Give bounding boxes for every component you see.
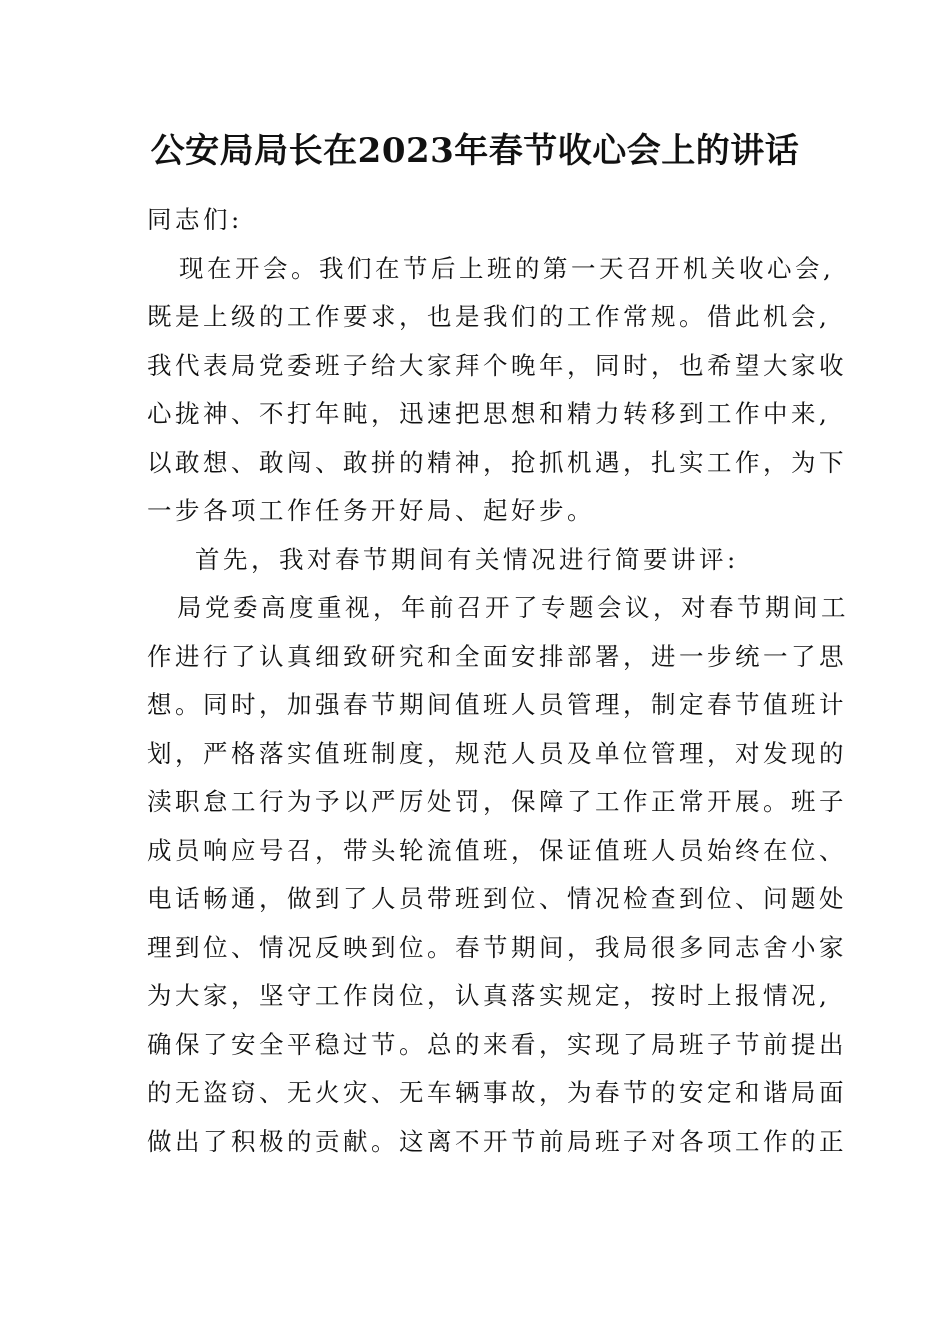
paragraph-line: 成员响应号召，带头轮流值班，保证值班人员始终在位、 — [147, 835, 847, 865]
paragraph-line: 心拢神、不打年盹，迅速把思想和精力转移到工作中来, — [147, 399, 831, 428]
paragraph-line: 现在开会。我们在节后上班的第一天召开机关收心会, — [179, 253, 835, 283]
paragraph-line: 我代表局党委班子给大家拜个晚年，同时，也希望大家收 — [147, 350, 847, 380]
paragraph-line: 电话畅通，做到了人员带班到位、情况检查到位、问题处 — [147, 884, 847, 913]
paragraph-line: 首先，我对春节期间有关情况进行简要讲评: — [195, 544, 739, 574]
paragraph-line: 的无盗窃、无火灾、无车辆事故，为春节的安定和谐局面 — [147, 1078, 847, 1107]
paragraph-line: 划，严格落实值班制度，规范人员及单位管理，对发现的 — [147, 738, 847, 768]
paragraph-line: 做出了积极的贡献。这离不开节前局班子对各项工作的正 — [147, 1126, 847, 1156]
paragraph-line: 作进行了认真细致研究和全面安排部署，进一步统一了思 — [147, 641, 847, 671]
document-title: 公安局局长在2023年春节收心会上的讲话 — [150, 131, 800, 171]
document-body — [147, 196, 849, 1166]
greeting-line: 同志们: — [147, 205, 243, 234]
paragraph-line: 理到位、情况反映到位。春节期间，我局很多同志舍小家 — [147, 932, 847, 962]
paragraph-line: 想。同时，加强春节期间值班人员管理，制定春节值班计 — [147, 690, 847, 719]
paragraph-line: 局党委高度重视，年前召开了专题会议，对春节期间工 — [177, 593, 849, 622]
paragraph-line: 为大家，坚守工作岗位，认真落实规定，按时上报情况, — [147, 981, 831, 1010]
paragraph-line: 以敢想、敢闯、敢拼的精神，抢抓机遇，扎实工作，为下 — [147, 447, 847, 477]
paragraph-line: 渎职怠工行为予以严厉处罚，保障了工作正常开展。班子 — [147, 787, 847, 816]
paragraph-line: 确保了安全平稳过节。总的来看，实现了局班子节前提出 — [147, 1029, 847, 1059]
paragraph-line: 既是上级的工作要求，也是我们的工作常规。借此机会, — [147, 302, 831, 331]
paragraph-line: 一步各项工作任务开好局、起好步。 — [147, 496, 595, 525]
